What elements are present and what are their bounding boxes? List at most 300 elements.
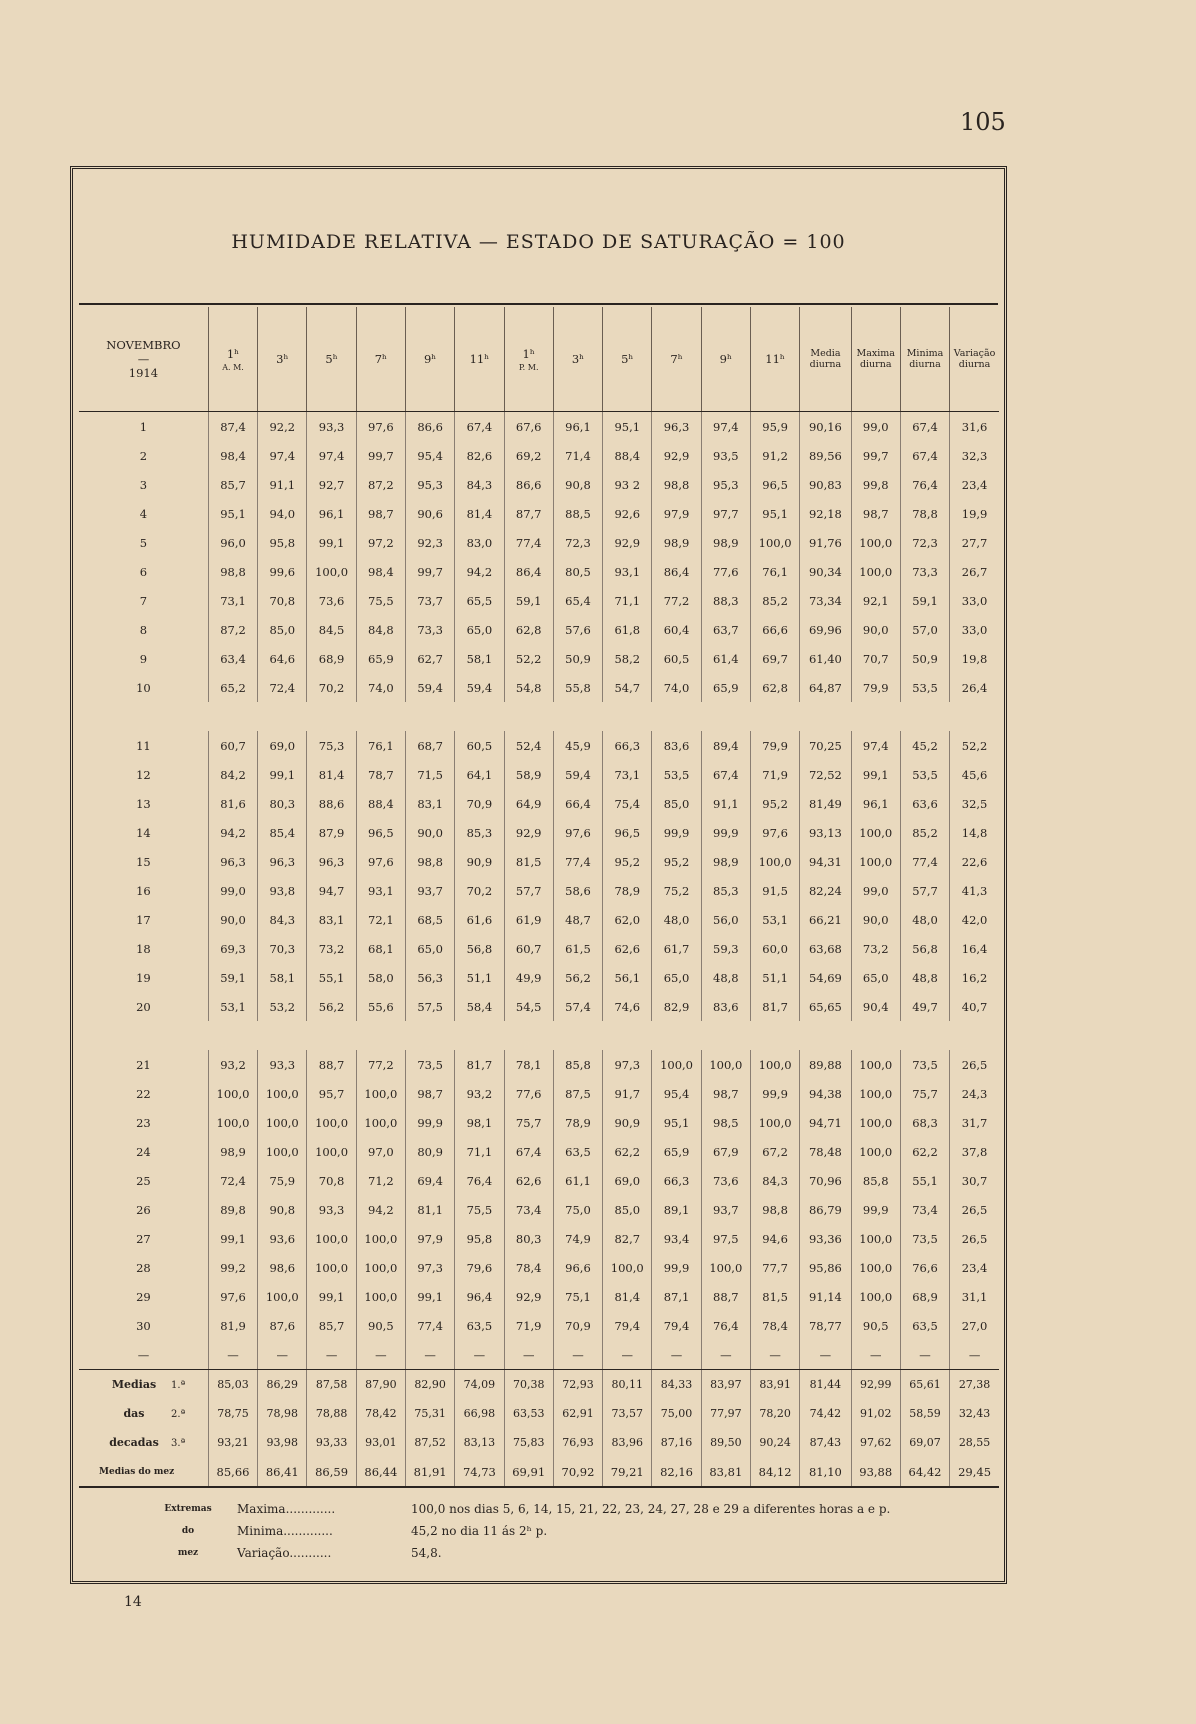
value-cell: 99,0 <box>851 412 900 442</box>
value-cell: 45,9 <box>553 731 602 760</box>
day-cell: 15 <box>136 854 151 869</box>
value-cell: 83,6 <box>701 992 750 1021</box>
decade-value: 90,24 <box>750 1428 799 1457</box>
value-cell: 31,6 <box>950 412 999 442</box>
value-cell: 71,2 <box>356 1166 405 1195</box>
value-cell: 61,4 <box>701 644 750 673</box>
value-cell: 99,0 <box>208 876 257 905</box>
decade-value: 78,98 <box>258 1399 307 1428</box>
value-cell: 62,7 <box>406 644 455 673</box>
value-cell: 66,3 <box>652 1166 701 1195</box>
day-cell: 20 <box>136 999 151 1014</box>
value-cell: 98,1 <box>455 1108 504 1137</box>
decade-row <box>79 1370 999 1400</box>
dash-cell: — <box>553 1340 602 1370</box>
table-row <box>79 1137 999 1166</box>
decade-number: 3.ª <box>171 1438 186 1449</box>
value-cell: 88,4 <box>603 441 652 470</box>
value-cell: 61,1 <box>553 1166 602 1195</box>
value-cell: 98,7 <box>406 1079 455 1108</box>
decade-value: 66,98 <box>455 1399 504 1428</box>
value-cell: 67,2 <box>750 1137 799 1166</box>
value-cell: 56,8 <box>455 934 504 963</box>
value-cell: 75,7 <box>900 1079 949 1108</box>
dash-cell: — <box>750 1340 799 1370</box>
extreme-name: Maxima............. <box>237 1502 336 1516</box>
dash-cell: — <box>701 1340 750 1370</box>
value-cell: 55,1 <box>307 963 356 992</box>
value-cell: 91,2 <box>750 441 799 470</box>
dash-cell: — <box>851 1340 900 1370</box>
value-cell: 70,25 <box>800 731 851 760</box>
extreme-name: Variação........... <box>237 1546 332 1560</box>
value-cell: 63,5 <box>455 1311 504 1340</box>
col-header <box>800 307 851 412</box>
decade-value: 78,42 <box>356 1399 405 1428</box>
value-cell: 81,6 <box>208 789 257 818</box>
col-label: Maxima diurna <box>856 348 895 370</box>
value-cell: 98,7 <box>851 499 900 528</box>
day-cell: 7 <box>139 593 148 608</box>
decade-value: 81,44 <box>800 1370 851 1400</box>
table-row <box>79 499 999 528</box>
table-row <box>79 1166 999 1195</box>
value-cell: 73,5 <box>900 1224 949 1253</box>
value-cell: 93,4 <box>652 1224 701 1253</box>
humidity-table <box>79 307 999 1488</box>
value-cell: 83,1 <box>406 789 455 818</box>
value-cell: 92,18 <box>800 499 851 528</box>
decade-value: 87,16 <box>652 1428 701 1457</box>
value-cell: 90,83 <box>800 470 851 499</box>
table-row <box>79 412 999 442</box>
value-cell: 98,5 <box>701 1108 750 1137</box>
value-cell: 100,0 <box>307 1137 356 1166</box>
decade-value: 80,11 <box>603 1370 652 1400</box>
value-cell: 87,2 <box>208 615 257 644</box>
value-cell: 78,9 <box>553 1108 602 1137</box>
month-mean-value: 69,91 <box>504 1457 553 1487</box>
extremes-label: Extremas <box>164 1504 212 1514</box>
value-cell: 60,5 <box>455 731 504 760</box>
dash-cell: — <box>307 1340 356 1370</box>
value-cell: 84,3 <box>750 1166 799 1195</box>
value-cell: 66,21 <box>800 905 851 934</box>
value-cell: 83,1 <box>307 905 356 934</box>
value-cell: 93,3 <box>258 1050 307 1079</box>
decade-value: 27,38 <box>950 1370 999 1400</box>
value-cell: 48,7 <box>553 905 602 934</box>
value-cell: 96,3 <box>208 847 257 876</box>
value-cell: 53,5 <box>900 673 949 702</box>
value-cell: 55,6 <box>356 992 405 1021</box>
month-dash: — <box>137 352 150 366</box>
value-cell: 69,7 <box>750 644 799 673</box>
decade-label-cell <box>79 1428 208 1457</box>
value-cell: 72,4 <box>258 673 307 702</box>
decade-value: 69,07 <box>900 1428 949 1457</box>
value-cell: 100,0 <box>750 528 799 557</box>
col-label: 5ʰ <box>621 352 634 366</box>
value-cell: 19,8 <box>950 644 999 673</box>
table-row <box>79 731 999 760</box>
month-mean-value: 79,21 <box>603 1457 652 1487</box>
extremes-label: mez <box>177 1548 199 1558</box>
value-cell: 79,4 <box>603 1311 652 1340</box>
value-cell: 100,0 <box>851 1079 900 1108</box>
sheet-number: 14 <box>124 1594 142 1610</box>
value-cell: 50,9 <box>900 644 949 673</box>
value-cell: 78,7 <box>356 760 405 789</box>
value-cell: 58,1 <box>258 963 307 992</box>
month-name: NOVEMBRO <box>106 338 181 352</box>
col-header <box>900 307 949 412</box>
col-label: 5ʰ <box>325 352 338 366</box>
col-label: 11ʰ <box>469 352 490 366</box>
value-cell: 61,7 <box>652 934 701 963</box>
value-cell: 100,0 <box>208 1079 257 1108</box>
value-cell: 100,0 <box>307 1108 356 1137</box>
value-cell: 59,1 <box>504 586 553 615</box>
value-cell: 78,4 <box>750 1311 799 1340</box>
decade-value: 74,09 <box>455 1370 504 1400</box>
decade-value: 75,00 <box>652 1399 701 1428</box>
value-cell: 67,4 <box>900 412 949 442</box>
value-cell: 92,9 <box>504 818 553 847</box>
value-cell: 96,4 <box>455 1282 504 1311</box>
value-cell: 52,4 <box>504 731 553 760</box>
value-cell: 95,1 <box>652 1108 701 1137</box>
value-cell: 96,3 <box>307 847 356 876</box>
value-cell: 95,8 <box>455 1224 504 1253</box>
value-cell: 88,3 <box>701 586 750 615</box>
value-cell: 89,8 <box>208 1195 257 1224</box>
value-cell: 77,6 <box>504 1079 553 1108</box>
table-row <box>79 760 999 789</box>
value-cell: 73,1 <box>603 760 652 789</box>
table-row <box>79 905 999 934</box>
value-cell: 65,0 <box>652 963 701 992</box>
value-cell: 99,9 <box>406 1108 455 1137</box>
decade-spacer <box>79 702 999 731</box>
value-cell: 49,7 <box>900 992 949 1021</box>
value-cell: 97,0 <box>356 1137 405 1166</box>
value-cell: 85,3 <box>455 818 504 847</box>
value-cell: 81,9 <box>208 1311 257 1340</box>
month-mean-value: 81,91 <box>406 1457 455 1487</box>
value-cell: 94,31 <box>800 847 851 876</box>
decade-row <box>79 1399 999 1428</box>
value-cell: 75,7 <box>504 1108 553 1137</box>
value-cell: 95,4 <box>406 441 455 470</box>
value-cell: 80,5 <box>553 557 602 586</box>
col-label: 7ʰ <box>670 352 683 366</box>
value-cell: 100,0 <box>851 557 900 586</box>
value-cell: 97,4 <box>258 441 307 470</box>
value-cell: 100,0 <box>258 1108 307 1137</box>
value-cell: 51,1 <box>750 963 799 992</box>
value-cell: 100,0 <box>208 1108 257 1137</box>
value-cell: 56,8 <box>900 934 949 963</box>
month-mean-value: 84,12 <box>750 1457 799 1487</box>
table-row <box>79 1253 999 1282</box>
value-cell: 100,0 <box>356 1224 405 1253</box>
value-cell: 63,6 <box>900 789 949 818</box>
day-cell: 25 <box>136 1173 151 1188</box>
value-cell: 73,3 <box>406 615 455 644</box>
col-header <box>208 307 257 412</box>
value-cell: 100,0 <box>750 847 799 876</box>
value-cell: 95,2 <box>652 847 701 876</box>
value-cell: 73,2 <box>851 934 900 963</box>
day-cell: 1 <box>139 419 148 434</box>
value-cell: 57,6 <box>553 615 602 644</box>
value-cell: 19,9 <box>950 499 999 528</box>
value-cell: 98,6 <box>258 1253 307 1282</box>
decade-value: 75,31 <box>406 1399 455 1428</box>
value-cell: 98,7 <box>356 499 405 528</box>
value-cell: 89,56 <box>800 441 851 470</box>
value-cell: 95,4 <box>652 1079 701 1108</box>
value-cell: 85,0 <box>603 1195 652 1224</box>
value-cell: 93,2 <box>208 1050 257 1079</box>
value-cell: 67,4 <box>504 1137 553 1166</box>
value-cell: 62,2 <box>900 1137 949 1166</box>
extreme-value: 100,0 nos dias 5, 6, 14, 15, 21, 22, 23, 24, 27, 28 e 29 a diferentes horas a e p. <box>411 1502 891 1516</box>
value-cell: 93,6 <box>258 1224 307 1253</box>
value-cell: 97,9 <box>652 499 701 528</box>
value-cell: 55,1 <box>900 1166 949 1195</box>
col-header <box>356 307 405 412</box>
decade-value: 87,43 <box>800 1428 851 1457</box>
value-cell: 95,1 <box>750 499 799 528</box>
col-label: Media diurna <box>809 348 842 370</box>
value-cell: 70,3 <box>258 934 307 963</box>
value-cell: 100,0 <box>750 1050 799 1079</box>
value-cell: 32,3 <box>950 441 999 470</box>
day-cell: 6 <box>139 564 148 579</box>
day-cell: 21 <box>136 1057 151 1072</box>
value-cell: 97,9 <box>406 1224 455 1253</box>
col-header <box>851 307 900 412</box>
value-cell: 23,4 <box>950 1253 999 1282</box>
value-cell: 45,6 <box>950 760 999 789</box>
extreme-row <box>97 1502 977 1524</box>
value-cell: 90,16 <box>800 412 851 442</box>
value-cell: 82,24 <box>800 876 851 905</box>
table-row <box>79 644 999 673</box>
col-label: 7ʰ <box>374 352 387 366</box>
value-cell: 16,2 <box>950 963 999 992</box>
value-cell: 100,0 <box>603 1253 652 1282</box>
value-cell: 99,8 <box>851 470 900 499</box>
value-cell: 22,6 <box>950 847 999 876</box>
day-cell: 28 <box>136 1260 151 1275</box>
value-cell: 93,3 <box>307 1195 356 1224</box>
value-cell: 59,4 <box>553 760 602 789</box>
value-cell: 98,7 <box>701 1079 750 1108</box>
value-cell: 81,7 <box>455 1050 504 1079</box>
dash-cell: — <box>652 1340 701 1370</box>
value-cell: 92,9 <box>504 1282 553 1311</box>
value-cell: 95,3 <box>701 470 750 499</box>
value-cell: 87,7 <box>504 499 553 528</box>
header-row <box>79 307 999 412</box>
value-cell: 70,2 <box>307 673 356 702</box>
value-cell: 96,5 <box>603 818 652 847</box>
value-cell: 85,2 <box>900 818 949 847</box>
value-cell: 83,0 <box>455 528 504 557</box>
value-cell: 99,2 <box>208 1253 257 1282</box>
dash-cell: — <box>455 1340 504 1370</box>
day-cell: 10 <box>136 680 151 695</box>
value-cell: 93,13 <box>800 818 851 847</box>
table-row <box>79 1108 999 1137</box>
value-cell: 94,6 <box>750 1224 799 1253</box>
table-row <box>79 1224 999 1253</box>
day-cell: 11 <box>136 738 151 753</box>
value-cell: 77,7 <box>750 1253 799 1282</box>
value-cell: 85,4 <box>258 818 307 847</box>
value-cell: 76,1 <box>356 731 405 760</box>
value-cell: 75,9 <box>258 1166 307 1195</box>
value-cell: 63,4 <box>208 644 257 673</box>
value-cell: 92,2 <box>258 412 307 442</box>
value-cell: 73,7 <box>406 586 455 615</box>
decade-number: 1.ª <box>171 1380 186 1391</box>
decade-value: 77,97 <box>701 1399 750 1428</box>
value-cell: 56,2 <box>307 992 356 1021</box>
value-cell: 95,1 <box>603 412 652 442</box>
value-cell: 60,4 <box>652 615 701 644</box>
value-cell: 89,4 <box>701 731 750 760</box>
decade-value: 86,29 <box>258 1370 307 1400</box>
value-cell: 81,4 <box>307 760 356 789</box>
decade-value: 83,96 <box>603 1428 652 1457</box>
value-cell: 100,0 <box>258 1137 307 1166</box>
decade-value: 92,99 <box>851 1370 900 1400</box>
value-cell: 80,3 <box>258 789 307 818</box>
value-cell: 37,8 <box>950 1137 999 1166</box>
value-cell: 67,4 <box>701 760 750 789</box>
value-cell: 76,6 <box>900 1253 949 1282</box>
col-sub: P. M. <box>518 362 539 372</box>
value-cell: 94,2 <box>455 557 504 586</box>
value-cell: 98,9 <box>208 1137 257 1166</box>
decade-value: 58,59 <box>900 1399 949 1428</box>
value-cell: 97,6 <box>750 818 799 847</box>
value-cell: 84,2 <box>208 760 257 789</box>
value-cell: 70,9 <box>455 789 504 818</box>
value-cell: 66,6 <box>750 615 799 644</box>
value-cell: 56,0 <box>701 905 750 934</box>
dash-cell: — <box>208 1340 257 1370</box>
value-cell: 54,8 <box>504 673 553 702</box>
value-cell: 77,2 <box>652 586 701 615</box>
decade-label: decadas <box>109 1436 159 1449</box>
value-cell: 93 2 <box>603 470 652 499</box>
day-cell: 27 <box>136 1231 151 1246</box>
value-cell: 65,0 <box>455 615 504 644</box>
value-cell: 90,6 <box>406 499 455 528</box>
value-cell: 98,4 <box>356 557 405 586</box>
value-cell: 100,0 <box>851 1137 900 1166</box>
dash-cell: — <box>356 1340 405 1370</box>
value-cell: 90,9 <box>603 1108 652 1137</box>
value-cell: 100,0 <box>851 1050 900 1079</box>
value-cell: 86,6 <box>406 412 455 442</box>
value-cell: 77,4 <box>553 847 602 876</box>
value-cell: 65,0 <box>851 963 900 992</box>
value-cell: 87,5 <box>553 1079 602 1108</box>
value-cell: 24,3 <box>950 1079 999 1108</box>
day-cell: 22 <box>136 1086 151 1101</box>
month-mean-value: 86,59 <box>307 1457 356 1487</box>
col-label: 3ʰ <box>276 352 289 366</box>
day-cell: 18 <box>136 941 151 956</box>
value-cell: 97,6 <box>356 847 405 876</box>
value-cell: 55,8 <box>553 673 602 702</box>
month-means-label: Medias do mez <box>79 1457 208 1487</box>
value-cell: 86,4 <box>504 557 553 586</box>
value-cell: 77,2 <box>356 1050 405 1079</box>
value-cell: 73,2 <box>307 934 356 963</box>
value-cell: 62,8 <box>750 673 799 702</box>
value-cell: 92,3 <box>406 528 455 557</box>
value-cell: 96,6 <box>553 1253 602 1282</box>
value-cell: 69,0 <box>258 731 307 760</box>
value-cell: 79,6 <box>455 1253 504 1282</box>
value-cell: 95,9 <box>750 412 799 442</box>
title-box <box>79 175 998 305</box>
value-cell: 100,0 <box>851 1224 900 1253</box>
value-cell: 88,5 <box>553 499 602 528</box>
col-label: 1ʰ <box>226 346 240 361</box>
value-cell: 93,3 <box>307 412 356 442</box>
value-cell: 98,9 <box>652 528 701 557</box>
day-cell: 19 <box>136 970 151 985</box>
value-cell: 93,1 <box>356 876 405 905</box>
col-header <box>603 307 652 412</box>
value-cell: 86,4 <box>652 557 701 586</box>
value-cell: 100,0 <box>356 1108 405 1137</box>
value-cell: 74,0 <box>652 673 701 702</box>
day-cell: 26 <box>136 1202 151 1217</box>
value-cell: 49,9 <box>504 963 553 992</box>
table-row <box>79 934 999 963</box>
col-header <box>307 307 356 412</box>
value-cell: 73,34 <box>800 586 851 615</box>
value-cell: 77,4 <box>900 847 949 876</box>
decade-value: 63,53 <box>504 1399 553 1428</box>
value-cell: 99,9 <box>851 1195 900 1224</box>
value-cell: 67,9 <box>701 1137 750 1166</box>
value-cell: 58,1 <box>455 644 504 673</box>
extreme-name: Minima............. <box>237 1524 333 1538</box>
value-cell: 69,4 <box>406 1166 455 1195</box>
value-cell: 66,3 <box>603 731 652 760</box>
value-cell: 93,2 <box>455 1079 504 1108</box>
day-cell: 14 <box>136 825 151 840</box>
value-cell: 65,65 <box>800 992 851 1021</box>
value-cell: 74,9 <box>553 1224 602 1253</box>
value-cell: 79,9 <box>750 731 799 760</box>
value-cell: 85,7 <box>307 1311 356 1340</box>
value-cell: 77,4 <box>504 528 553 557</box>
value-cell: 53,2 <box>258 992 307 1021</box>
value-cell: 73,5 <box>406 1050 455 1079</box>
value-cell: 65,0 <box>406 934 455 963</box>
